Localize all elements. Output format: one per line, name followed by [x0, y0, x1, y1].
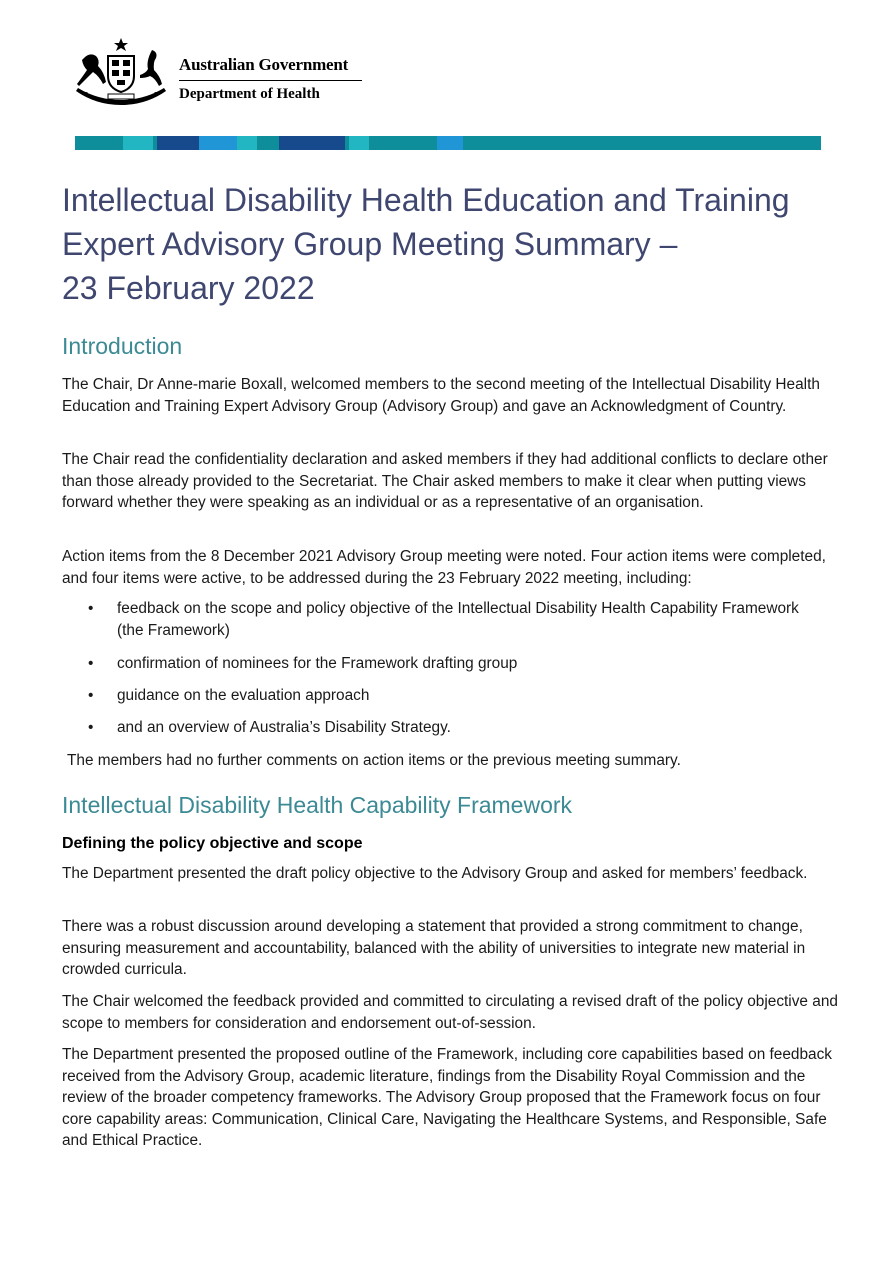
framework-heading: Intellectual Disability Health Capability Framework — [62, 792, 573, 818]
agency-logo — [72, 36, 372, 110]
framework-paragraph-3: The Chair welcomed the feedback provided and committed to circulating a revised draft of the policy objective and scope to members for consideration and endorsement out-of-session. — [62, 993, 838, 1032]
introduction-heading: Introduction — [62, 333, 183, 359]
title-line-1: Intellectual Disability Health Education and Training — [62, 182, 790, 218]
bullet-icon: • — [88, 600, 94, 617]
bullet-icon: • — [88, 687, 94, 704]
logo-divider — [179, 80, 362, 81]
intro-paragraph-4: The members had no further comments on action items or the previous meeting summary. — [67, 752, 681, 769]
framework-paragraph-4: The Department presented the proposed outline of the Framework, including core capabilities based on feedback received from the Advisory Group, academic literature, findings from the Disability Royal Commission and the review of the broader competency frameworks. The Advisory Group proposed that the Framework focus on four core capability areas: Communication, Clinical Care, Navigating the Healthcare Systems, and Responsible, Safe and Ethical Practice. — [62, 1046, 832, 1149]
intro-paragraph-1: The Chair, Dr Anne-marie Boxall, welcomed members to the second meeting of the Intellectual Disability Health Education and Training Expert Advisory Group (Advisory Group) and gave an Acknowledgment of Country. — [62, 376, 820, 415]
band-segment — [123, 136, 153, 150]
title-line-3: 23 February 2022 — [62, 270, 315, 306]
commonwealth-coat-of-arms-icon — [72, 36, 170, 108]
policy-objective-subheading: Defining the policy objective and scope — [62, 835, 363, 852]
title-line-2: Expert Advisory Group Meeting Summary – — [62, 226, 678, 262]
band-segment — [279, 136, 345, 150]
band-segment — [157, 136, 199, 150]
bullet-icon: • — [88, 719, 94, 736]
framework-paragraph-2: There was a robust discussion around developing a statement that provided a strong commitment to change, ensuring measurement and accountability, balanced with the ability of universities to integrate new material in crowded curricula. — [62, 918, 806, 978]
band-segment — [257, 136, 279, 150]
band-segment — [349, 136, 369, 150]
bullet-icon: • — [88, 655, 94, 672]
intro-paragraph-2: The Chair read the confidentiality declaration and asked members if they had additional conflicts to declare other than those already provided to the Secretariat. The Chair asked members to make it clear when putting views forward whether they were speaking as an individual or as a representative of an organisation. — [62, 451, 828, 511]
band-segment — [463, 136, 821, 150]
band-segment — [369, 136, 437, 150]
page-title — [62, 178, 852, 310]
band-segment — [75, 136, 123, 150]
government-name: Australian Government — [179, 55, 349, 74]
band-segment — [437, 136, 463, 150]
department-name: Department of Health — [179, 86, 320, 102]
band-segment — [199, 136, 237, 150]
band-segment — [237, 136, 257, 150]
framework-paragraph-1: The Department presented the draft policy objective to the Advisory Group and asked for members’ feedback. — [62, 865, 808, 882]
intro-paragraph-3: Action items from the 8 December 2021 Advisory Group meeting were noted. Four action items were completed, and four items were active, to be addressed during the 23 February 2022 meeting, including: — [62, 548, 826, 587]
header-colour-band — [75, 136, 821, 150]
